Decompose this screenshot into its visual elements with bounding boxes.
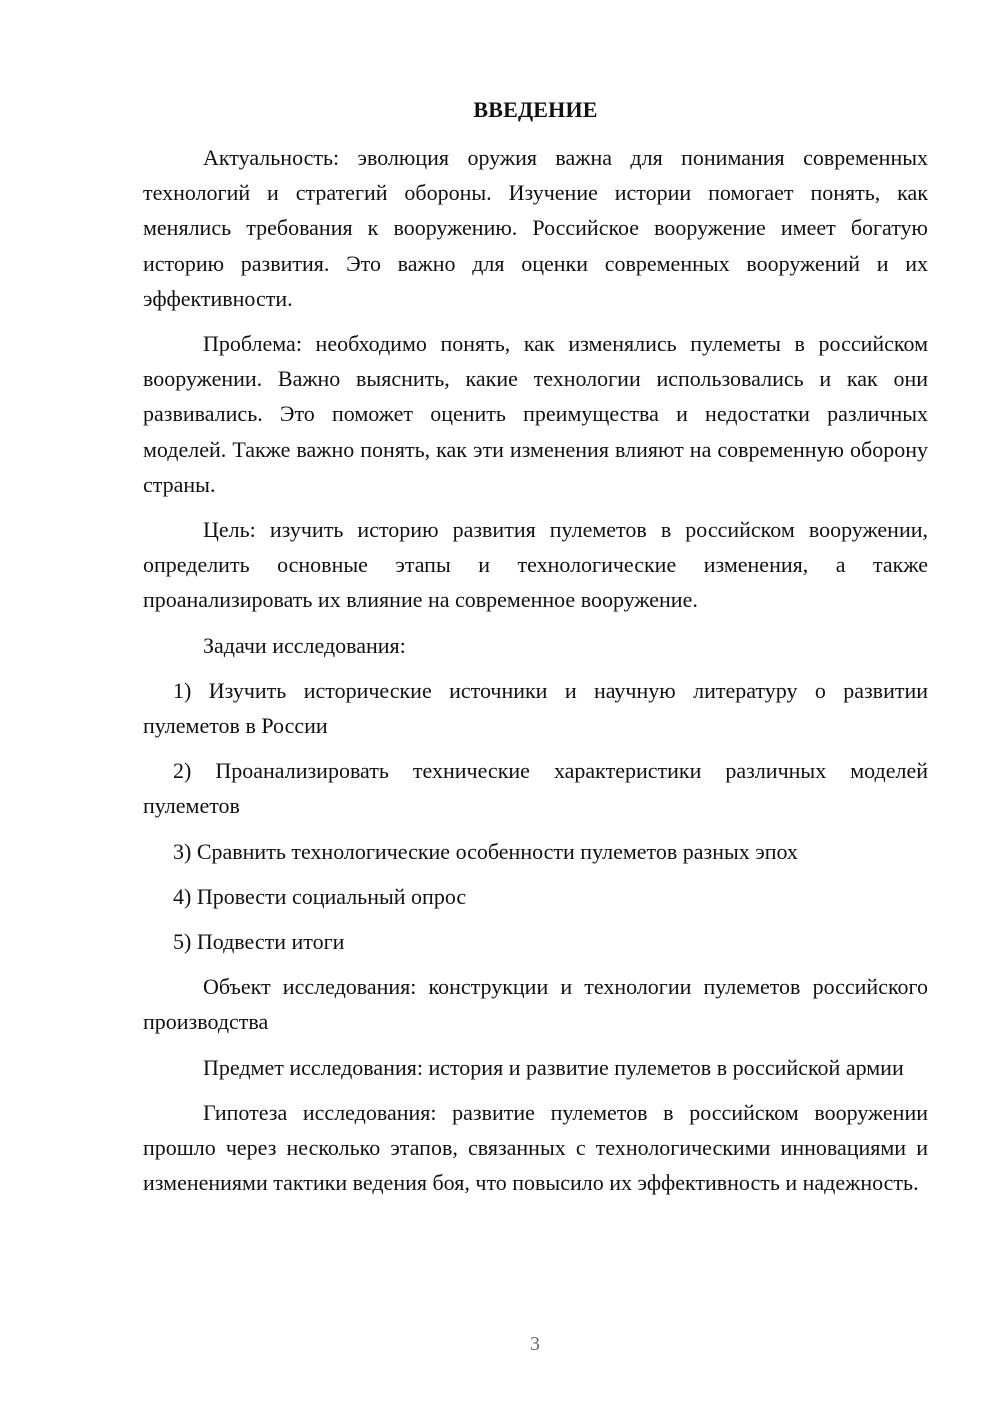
task-item-2: 2) Проанализировать технические характеристики различных моделей пулеметов [143,758,928,819]
task-item-1: 1) Изучить исторические источники и научную литературу о развитии пулеметов в России [143,677,928,739]
problem-paragraph: Проблема: необходимо понять, как изменялись пулеметы в российском вооружении. Важно выяснить, какие технологии использовались и как они развивались. Это поможет оценить преимущества и недостатки различных моделей. Также важно понять, как эти изменения влияют на современную оборону страны. [143,331,928,497]
relevance-paragraph: Актуальность: эволюция оружия важна для понимания современных технологий и стратегий обороны. Изучение истории помогает понять, как менялись требования к вооружению. Российское вооружение имеет богатую историю развития. Это важно для оценки современных вооружений и их эффективности. [143,145,928,311]
tasks-title: Задачи исследования: [203,632,406,658]
hypothesis-paragraph: Гипотеза исследования: развитие пулеметов в российском вооружении прошло через несколько этапов, связанных с технологическими инновациями и изменениями тактики ведения боя, что повысило их эффективность и надежность. [143,1099,928,1196]
section-heading: ВВЕДЕНИЕ [473,97,598,122]
page-number: 3 [530,1333,540,1355]
task-item-5: 5) Подвести итоги [173,929,345,955]
task-item-4: 4) Провести социальный опрос [173,883,467,909]
goal-paragraph: Цель: изучить историю развития пулеметов в российском вооружении, определить основные этапы и технологические изменения, а также проанализировать их влияние на современное вооружение. [143,517,928,613]
task-item-3: 3) Сравнить технологические особенности пулеметов разных эпох [173,838,798,864]
object-paragraph: Объект исследования: конструкции и технологии пулеметов российского производства [143,974,928,1035]
subject-paragraph: Предмет исследования: история и развитие пулеметов в российской армии [203,1054,904,1080]
document-page [143,94,928,1210]
